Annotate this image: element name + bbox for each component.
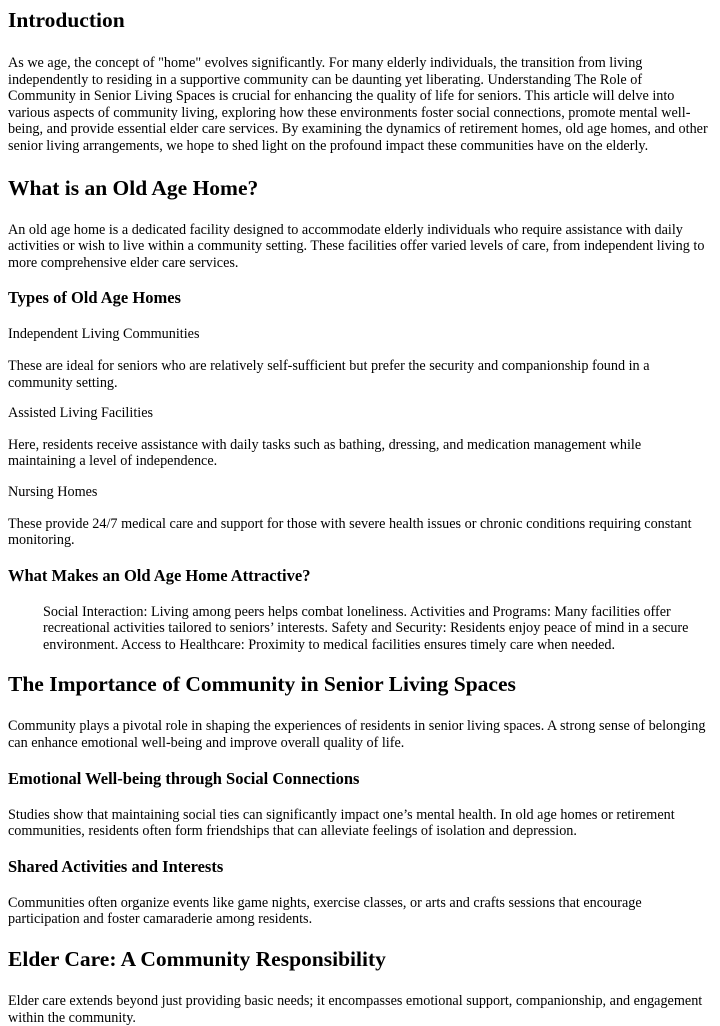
- type-description-independent-living: These are ideal for seniors who are relatively self-sufficient but prefer the security and companionship found in a community setting.: [8, 357, 650, 391]
- type-description-nursing-homes: These provide 24/7 medical care and support for those with severe health issues or chronic conditions requiring constant monitoring.: [8, 515, 692, 549]
- heading-emotional-well-being: Emotional Well-being through Social Connections: [8, 768, 360, 788]
- heading-shared-activities: Shared Activities and Interests: [8, 856, 224, 876]
- paragraph-introduction: As we age, the concept of "home" evolves significantly. For many elderly individuals, the transition from living independently to residing in a supportive community can be daunting yet liberating. Understanding The Role of Community in Senior Living Spaces is crucial for enhancing the quality of life for seniors. This article will delve into various aspects of community living, exploring how these environments foster social connections, promote mental well-being, and provide essential elder care services. By examining the dynamics of retirement homes, old age homes, and other senior living arrangements, we hope to shed light on the profound impact these communities have on the elderly.: [8, 55, 708, 154]
- blockquote-attractive-features: Social Interaction: Living among peers helps combat loneliness. Activities and Programs: Many facilities offer recreational activities tailored to seniors’ interests. Safety and Security: Residents enjoy peace of mind in a secure environment. Access to Healthcare: Proximity to medical facilities ensures timely care when needed.: [43, 603, 689, 653]
- paragraph-elder-care: Elder care extends beyond just providing basic needs; it encompasses emotional support, companionship, and engagement within the community.: [8, 993, 703, 1026]
- type-label-nursing-homes: Nursing Homes: [8, 483, 98, 500]
- paragraph-importance-of-community: Community plays a pivotal role in shaping the experiences of residents in senior living spaces. A strong sense of belonging can enhance emotional well-being and improve overall quality of life.: [8, 718, 706, 752]
- paragraph-what-is-old-age-home: An old age home is a dedicated facility designed to accommodate elderly individuals who require assistance with daily activities or wish to live within a community setting. These facilities offer varied levels of care, from independent living to more comprehensive elder care services.: [8, 221, 705, 271]
- type-label-assisted-living: Assisted Living Facilities: [8, 405, 154, 422]
- heading-elder-care: Elder Care: A Community Responsibility: [8, 947, 386, 972]
- paragraph-shared-activities: Communities often organize events like game nights, exercise classes, or arts and crafts sessions that encourage participation and foster camaraderie among residents.: [8, 894, 642, 928]
- heading-what-is-old-age-home: What is an Old Age Home?: [8, 175, 259, 200]
- type-description-assisted-living: Here, residents receive assistance with daily tasks such as bathing, dressing, and medication management while maintaining a level of independence.: [8, 436, 642, 470]
- paragraph-emotional-well-being: Studies show that maintaining social ties can significantly impact one’s mental health. In old age homes or retirement communities, residents often form friendships that can alleviate feelings of isolation and depression.: [8, 806, 675, 840]
- heading-importance-of-community: The Importance of Community in Senior Living Spaces: [8, 672, 516, 697]
- heading-types-of-old-age-homes: Types of Old Age Homes: [8, 288, 181, 308]
- heading-what-makes-attractive: What Makes an Old Age Home Attractive?: [8, 565, 311, 585]
- type-label-independent-living: Independent Living Communities: [8, 326, 200, 343]
- heading-introduction: Introduction: [8, 8, 125, 32]
